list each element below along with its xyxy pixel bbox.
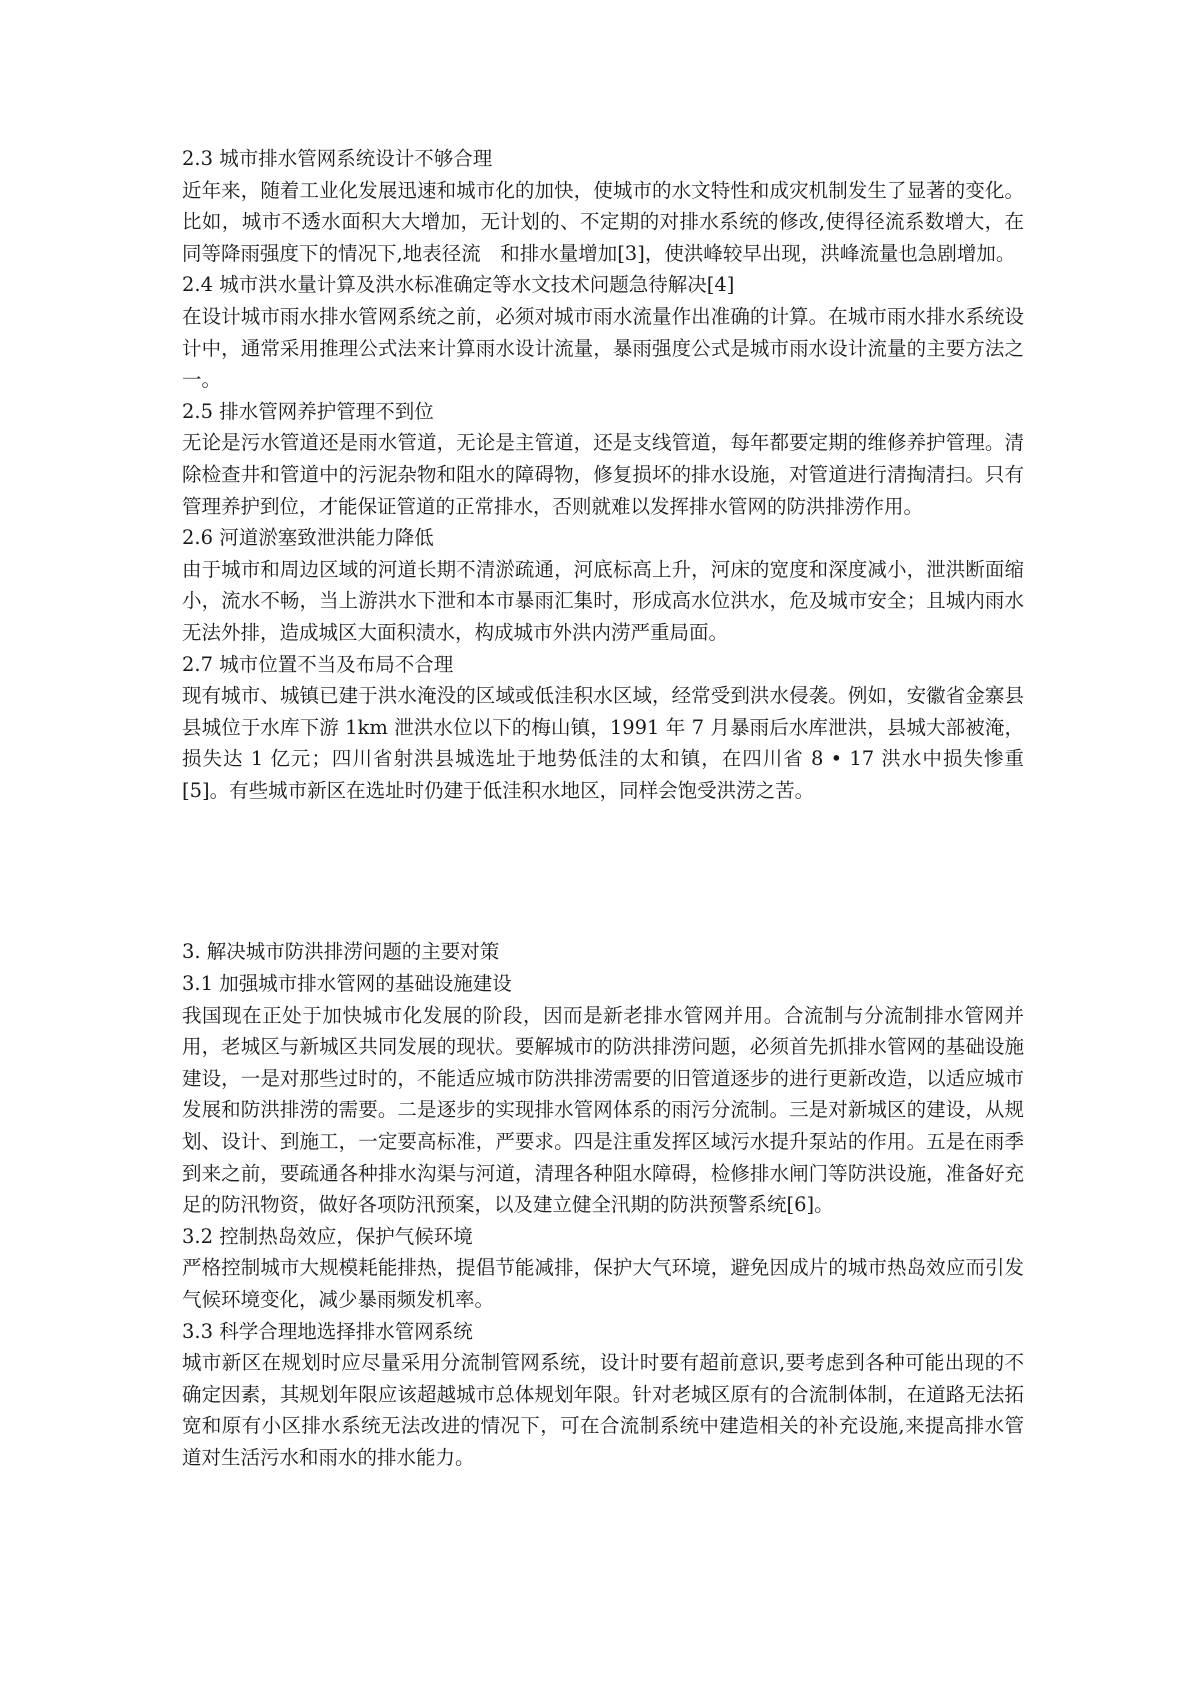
section-body-3-3: 城市新区在规划时应尽量采用分流制管网系统，设计时要有超前意识,要考虑到各种可能出现的不确定因素，其规划年限应该超越城市总体规划年限。针对老城区原有的合流制体制，在道路无法拓宽和原有小区排水系统无法改进的情况下，可在合流制系统中建造相关的补充设施,来提高排水管道对生活污水和雨水的排水能力。	[182, 1351, 1024, 1469]
section-body-2-4: 在设计城市雨水排水管网系统之前，必须对城市雨水流量作出准确的计算。在城市雨水排水系统设计中，通常采用推理公式法来计算雨水设计流量，暴雨强度公式是城市雨水设计流量的主要方法之一。	[182, 304, 1024, 392]
section-heading-2-7: 2.7 城市位置不当及布局不合理	[182, 652, 454, 676]
document-body	[182, 143, 1024, 1474]
section-body-2-7: 现有城市、城镇已建于洪水淹没的区域或低洼积水区域，经常受到洪水侵袭。例如，安徽省金寨县县城位于水库下游 1km 泄洪水位以下的梅山镇，1991 年 7 月暴雨后水库泄洪，县城大部被淹，损失达 1 亿元；四川省射洪县城选址于地势低洼的太和镇，在四川省 8 • 17 洪水中损失惨重[5]。有些城市新区在选址时仍建于低洼积水地区，同样会饱受洪涝之苦。	[182, 684, 1024, 802]
section-heading-2-6: 2.6 河道淤塞致泄洪能力降低	[182, 526, 434, 550]
section-heading-3-3: 3.3 科学合理地选择排水管网系统	[182, 1319, 473, 1343]
section-body-2-5: 无论是污水管道还是雨水管道，无论是主管道，还是支线管道，每年都要定期的维修养护管理。清除检查井和管道中的污泥杂物和阻水的障碍物，修复损坏的排水设施，对管道进行清掏清扫。只有管理养护到位，才能保证管道的正常排水，否则就难以发挥排水管网的防洪排涝作用。	[182, 431, 1024, 518]
section-heading-2-4: 2.4 城市洪水量计算及洪水标准确定等水文技术问题急待解决[4]	[182, 273, 735, 297]
section-body-2-6: 由于城市和周边区域的河道长期不清淤疏通，河底标高上升，河床的宽度和深度减小，泄洪断面缩小，流水不畅，当上游洪水下泄和本市暴雨汇集时，形成高水位洪水，危及城市安全；且城内雨水无法外排，造成城区大面积渍水，构成城市外洪内涝严重局面。	[182, 557, 1024, 644]
section-heading-2-5: 2.5 排水管网养护管理不到位	[182, 399, 434, 423]
section-heading-3-2: 3.2 控制热岛效应，保护气候环境	[182, 1224, 473, 1248]
section-heading-3-1: 3.1 加强城市排水管网的基础设施建设	[182, 972, 512, 996]
section-body-3-1: 我国现在正处于加快城市化发展的阶段，因而是新老排水管网并用。合流制与分流制排水管网并用，老城区与新城区共同发展的现状。要解城市的防洪排涝问题，必须首先抓排水管网的基础设施建设，一是对那些过时的，不能适应城市防洪排涝需要的旧管道逐步的进行更新改造，以适应城市发展和防洪排涝的需要。二是逐步的实现排水管网体系的雨污分流制。三是对新城区的建设，从规划、设计、到施工，一定要高标准，严要求。四是注重发挥区域污水提升泵站的作用。五是在雨季到来之前，要疏通各种排水沟渠与河道，清理各种阻水障碍，检修排水闸门等防洪设施，准备好充足的防汛物资，做好各项防汛预案，以及建立健全汛期的防洪预警系统[6]。	[182, 1003, 1024, 1217]
section-body-2-3: 近年来，随着工业化发展迅速和城市化的加快，使城市的水文特性和成灾机制发生了显著的变化。比如，城市不透水面积大大增加，无计划的、不定期的对排水系统的修改,使得径流系数增大，在同等降雨强度下的情况下,地表径流 和排水量增加[3]，使洪峰较早出现，洪峰流量也急剧增加。	[182, 178, 1024, 265]
chapter-3-heading: 3. 解决城市防洪排涝问题的主要对策	[182, 940, 500, 964]
section-heading-2-3: 2.3 城市排水管网系统设计不够合理	[182, 147, 493, 170]
section-body-3-2: 严格控制城市大规模耗能排热，提倡节能减排，保护大气环境，避免因成片的城市热岛效应而引发气候环境变化，减少暴雨频发机率。	[182, 1256, 1024, 1311]
section-spacer	[182, 806, 1024, 936]
